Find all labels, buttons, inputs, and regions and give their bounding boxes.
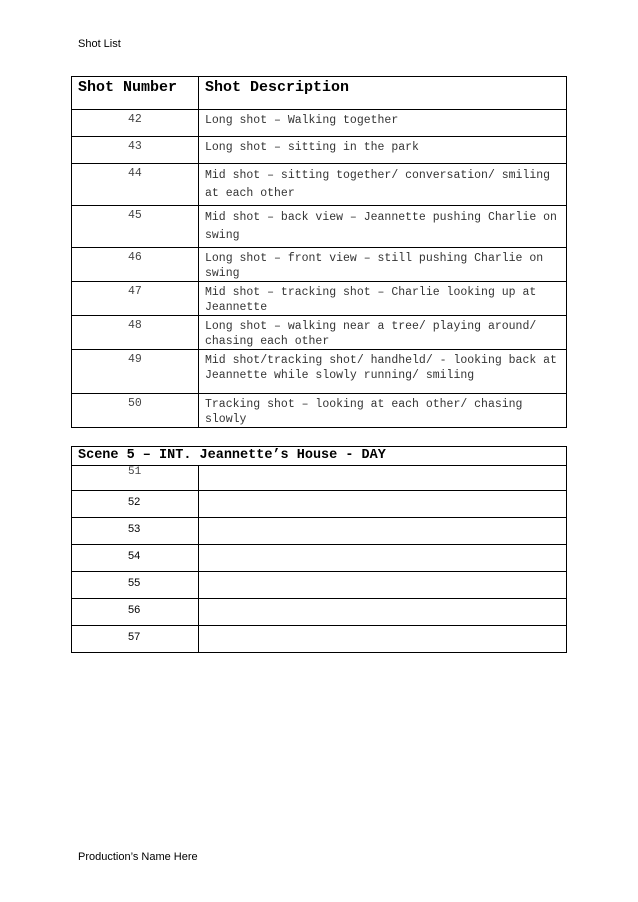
shot-number: 54 <box>72 545 199 572</box>
shot-description: Long shot – front view – still pushing Charlie on swing <box>199 248 567 282</box>
table-row <box>72 316 567 350</box>
shot-description-empty <box>199 491 567 518</box>
shot-number: 46 <box>72 248 199 282</box>
shot-description-empty <box>199 545 567 572</box>
shot-number: 42 <box>72 110 199 137</box>
shot-number: 47 <box>72 282 199 316</box>
table-row <box>72 545 567 572</box>
shot-description-empty <box>199 572 567 599</box>
page-header: Shot List <box>78 38 121 50</box>
shot-number: 49 <box>72 350 199 394</box>
table-row <box>72 206 567 248</box>
table-row <box>72 466 567 491</box>
shot-number: 50 <box>72 394 199 428</box>
scene-title: Scene 5 – INT. Jeannette’s House - DAY <box>72 447 567 466</box>
shot-description: Mid shot/tracking shot/ handheld/ - looking back at Jeannette while slowly running/ smiling <box>199 350 567 394</box>
shot-description-empty <box>199 466 567 491</box>
shot-description: Tracking shot – looking at each other/ chasing slowly <box>199 394 567 428</box>
shot-description: Mid shot – sitting together/ conversation/ smiling at each other <box>199 164 567 206</box>
shot-number: 57 <box>72 626 199 653</box>
shot-number: 56 <box>72 599 199 626</box>
shot-number: 53 <box>72 518 199 545</box>
table-row <box>72 137 567 164</box>
page-footer: Production’s Name Here <box>78 851 198 863</box>
scene-title-row <box>72 447 567 466</box>
table-row <box>72 572 567 599</box>
shot-number: 52 <box>72 491 199 518</box>
shot-list-table <box>71 76 567 428</box>
shot-number: 45 <box>72 206 199 248</box>
shot-number: 44 <box>72 164 199 206</box>
shot-number-header: Shot Number <box>72 77 199 110</box>
scene-5-table <box>71 446 567 653</box>
shot-description: Mid shot – tracking shot – Charlie looking up at Jeannette <box>199 282 567 316</box>
table-row <box>72 282 567 316</box>
shot-number: 43 <box>72 137 199 164</box>
table-header-row <box>72 77 567 110</box>
table-row <box>72 248 567 282</box>
shot-description: Long shot – Walking together <box>199 110 567 137</box>
table-row <box>72 110 567 137</box>
table-row <box>72 350 567 394</box>
table-row <box>72 599 567 626</box>
table-row <box>72 626 567 653</box>
shot-description-empty <box>199 599 567 626</box>
shot-number: 48 <box>72 316 199 350</box>
shot-description-empty <box>199 518 567 545</box>
shot-description: Long shot – sitting in the park <box>199 137 567 164</box>
shot-description: Long shot – walking near a tree/ playing around/ chasing each other <box>199 316 567 350</box>
table-row <box>72 518 567 545</box>
table-row <box>72 491 567 518</box>
table-row <box>72 164 567 206</box>
table-row <box>72 394 567 428</box>
shot-number: 51 <box>72 466 199 491</box>
shot-description: Mid shot – back view – Jeannette pushing Charlie on swing <box>199 206 567 248</box>
shot-number: 55 <box>72 572 199 599</box>
shot-description-empty <box>199 626 567 653</box>
shot-description-header: Shot Description <box>199 77 567 110</box>
